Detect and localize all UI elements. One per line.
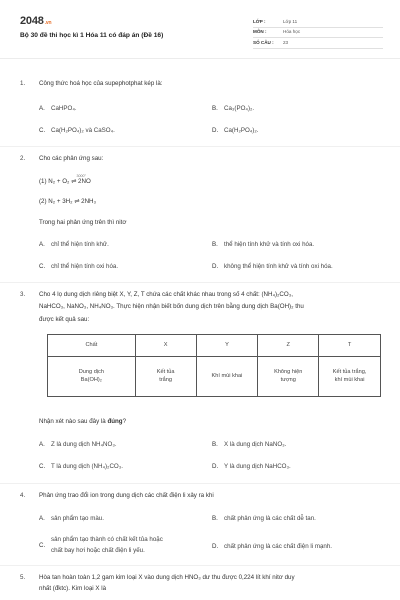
question-divider bbox=[0, 483, 400, 484]
stem-emphasis: đúng bbox=[107, 418, 123, 425]
question-3 bbox=[20, 291, 385, 324]
option-d[interactable] bbox=[212, 127, 259, 135]
option-a[interactable] bbox=[39, 241, 109, 249]
table-cell bbox=[135, 357, 196, 397]
question-number: 2. bbox=[20, 155, 26, 162]
question-text-line-2: nhất (đktc). Kim loại X là bbox=[39, 585, 107, 593]
stem-prefix: Nhận xét nào sau đây là bbox=[39, 418, 108, 425]
table-header: Y bbox=[196, 335, 258, 357]
option-text: không thể hiện tính khử và tính oxi hóa. bbox=[224, 263, 333, 270]
meta-row-count bbox=[253, 38, 383, 49]
stem-suffix: ? bbox=[122, 418, 127, 425]
option-c[interactable] bbox=[39, 536, 163, 556]
option-d[interactable] bbox=[212, 543, 332, 551]
question-text-line-1: Hòa tan hoàn toàn 1,2 gam kim loại X vào dung dịch HNO₃ dư thu được 0,224 lít khí nitơ duy bbox=[39, 574, 295, 581]
option-c[interactable] bbox=[39, 263, 118, 271]
option-letter: D. bbox=[212, 543, 219, 550]
option-b[interactable] bbox=[212, 515, 316, 523]
reaction-1 bbox=[39, 174, 102, 186]
table-header: X bbox=[135, 335, 196, 357]
option-text: Y là dung dịch NaHCO₃. bbox=[224, 463, 291, 470]
table-header-row bbox=[48, 335, 381, 357]
cell-line: trắng bbox=[159, 376, 173, 383]
question-number: 5. bbox=[20, 574, 26, 581]
meta-row-class bbox=[253, 17, 383, 28]
option-b[interactable] bbox=[212, 441, 286, 449]
cell-line: tượng bbox=[280, 376, 296, 383]
option-a[interactable] bbox=[39, 105, 77, 113]
table-cell bbox=[258, 357, 319, 397]
option-letter: A. bbox=[39, 241, 45, 248]
question-number: 1. bbox=[20, 80, 26, 87]
question-text: Công thức hoá học của supephotphat kép là: bbox=[39, 80, 163, 87]
table-header: T bbox=[319, 335, 381, 357]
table-row-label bbox=[48, 357, 136, 397]
question-stem: Trong hai phản ứng trên thì nitơ bbox=[39, 219, 127, 226]
option-letter: A. bbox=[39, 105, 45, 112]
question-stem bbox=[39, 418, 126, 426]
option-letter: B. bbox=[212, 105, 218, 112]
option-text: thể hiện tính khử và tính oxi hóa. bbox=[224, 241, 315, 248]
question-divider bbox=[0, 282, 400, 283]
option-letter: D. bbox=[212, 127, 219, 134]
question-4 bbox=[20, 492, 385, 500]
option-letter: D. bbox=[212, 463, 219, 470]
cell-line: Ba(OH)₂ bbox=[80, 376, 102, 383]
option-text bbox=[51, 536, 163, 556]
option-letter: B. bbox=[212, 441, 218, 448]
option-text: chỉ thể hiện tính oxi hóa. bbox=[51, 263, 119, 270]
option-d[interactable] bbox=[212, 463, 291, 471]
option-text: Ca(H₂PO₄)₂. bbox=[224, 127, 259, 134]
question-text-line-1: Cho 4 lọ dung dịch riêng biệt X, Y, Z, T chứa các chất khác nhau trong số 4 chất: (NH₄)₂CO₃, bbox=[39, 291, 293, 298]
cell-line: Không hiện bbox=[274, 368, 303, 375]
cell-line: khí mùi khai bbox=[334, 376, 365, 383]
table-row bbox=[48, 357, 381, 397]
site-logo[interactable] bbox=[20, 14, 51, 29]
option-text: T là dung dịch (NH₄)₂CO₃. bbox=[51, 463, 123, 470]
option-b[interactable] bbox=[212, 105, 254, 113]
option-text: CaHPO₄. bbox=[51, 105, 77, 112]
table-header: Z bbox=[258, 335, 319, 357]
meta-panel bbox=[253, 17, 383, 49]
question-divider bbox=[0, 146, 400, 147]
option-a[interactable] bbox=[39, 441, 117, 449]
document-title: Bộ 30 đề thi học kì 1 Hóa 11 có đáp án (Đề 16) bbox=[20, 32, 164, 39]
table-header: Chất bbox=[48, 335, 136, 357]
meta-label: MÔN : bbox=[253, 29, 267, 35]
option-text: X là dung dịch NaNO₃. bbox=[224, 441, 287, 448]
option-letter: A. bbox=[39, 441, 45, 448]
option-text: Ca(H₂PO₄)₂ và CaSO₄. bbox=[51, 127, 115, 134]
question-number: 4. bbox=[20, 492, 26, 499]
meta-value: Hóa học bbox=[283, 29, 301, 35]
option-d[interactable] bbox=[212, 263, 333, 271]
option-text: Z là dung dịch NH₄NO₃. bbox=[51, 441, 117, 448]
header-divider bbox=[0, 58, 400, 59]
question-number: 3. bbox=[20, 291, 26, 298]
question-text: Phản ứng trao đổi ion trong dung dịch các chất điện li xảy ra khi bbox=[39, 492, 214, 499]
reaction-equation: (1) N₂ + O₂ ⇌ 2NO bbox=[39, 178, 91, 186]
meta-label: SỐ CÂU : bbox=[253, 39, 274, 45]
option-letter: C. bbox=[39, 541, 46, 549]
option-text-line: chất bay hơi hoặc chất điện li yếu. bbox=[51, 547, 145, 555]
option-letter: A. bbox=[39, 515, 45, 522]
question-1 bbox=[20, 80, 385, 88]
question-text-line-2: NaHCO₃, NaNO₃, NH₄NO₃. Thực hiện nhận biết bốn dung dịch trên bằng dung dịch Ba(OH)₂ thu bbox=[39, 303, 304, 311]
cell-line: Dung dịch bbox=[78, 368, 104, 375]
question-divider bbox=[0, 565, 400, 566]
option-letter: D. bbox=[212, 263, 219, 270]
option-letter: C. bbox=[39, 263, 46, 270]
reaction-condition: 3000° bbox=[76, 174, 86, 178]
reaction-2: (2) N₂ + 3H₂ ⇌ 2NH₃ bbox=[39, 198, 97, 205]
question-text-line-3: được kết quả sau: bbox=[39, 315, 90, 323]
option-a[interactable] bbox=[39, 515, 104, 523]
option-c[interactable] bbox=[39, 127, 115, 135]
option-text-line: sản phẩm tạo thành có chất kết tủa hoặc bbox=[51, 536, 163, 543]
meta-value: Lớp 11 bbox=[283, 18, 298, 24]
option-text: sản phẩm tạo màu. bbox=[51, 515, 104, 522]
cell-line: Kết tủa bbox=[156, 368, 175, 375]
option-letter: C. bbox=[39, 127, 46, 134]
result-table bbox=[47, 334, 381, 397]
question-text: Cho các phản ứng sau: bbox=[39, 155, 104, 162]
meta-label: LỚP : bbox=[253, 18, 266, 24]
logo-suffix: .vn bbox=[44, 20, 52, 26]
option-letter: C. bbox=[39, 463, 46, 470]
option-letter: B. bbox=[212, 515, 218, 522]
option-text: Ca₃(PO₄)₂. bbox=[224, 105, 255, 112]
option-b[interactable] bbox=[212, 241, 314, 249]
meta-value: 23 bbox=[283, 39, 289, 45]
meta-row-subject bbox=[253, 28, 383, 39]
question-5 bbox=[20, 574, 385, 594]
option-letter: B. bbox=[212, 241, 218, 248]
option-c[interactable] bbox=[39, 463, 123, 471]
option-text: chất phản ứng là các chất điện li mạnh. bbox=[224, 543, 333, 550]
logo-text: 2048 bbox=[20, 15, 44, 27]
option-text: chỉ thể hiện tính khử. bbox=[51, 241, 109, 248]
cell-line: Kết tủa trắng, bbox=[332, 368, 367, 375]
page-header bbox=[0, 0, 400, 58]
option-text: chất phản ứng là các chất dễ tan. bbox=[224, 515, 316, 522]
cell-line: Khí mùi khai bbox=[211, 372, 243, 379]
table-cell bbox=[319, 357, 381, 397]
question-2 bbox=[20, 155, 385, 163]
table-cell bbox=[196, 357, 258, 397]
